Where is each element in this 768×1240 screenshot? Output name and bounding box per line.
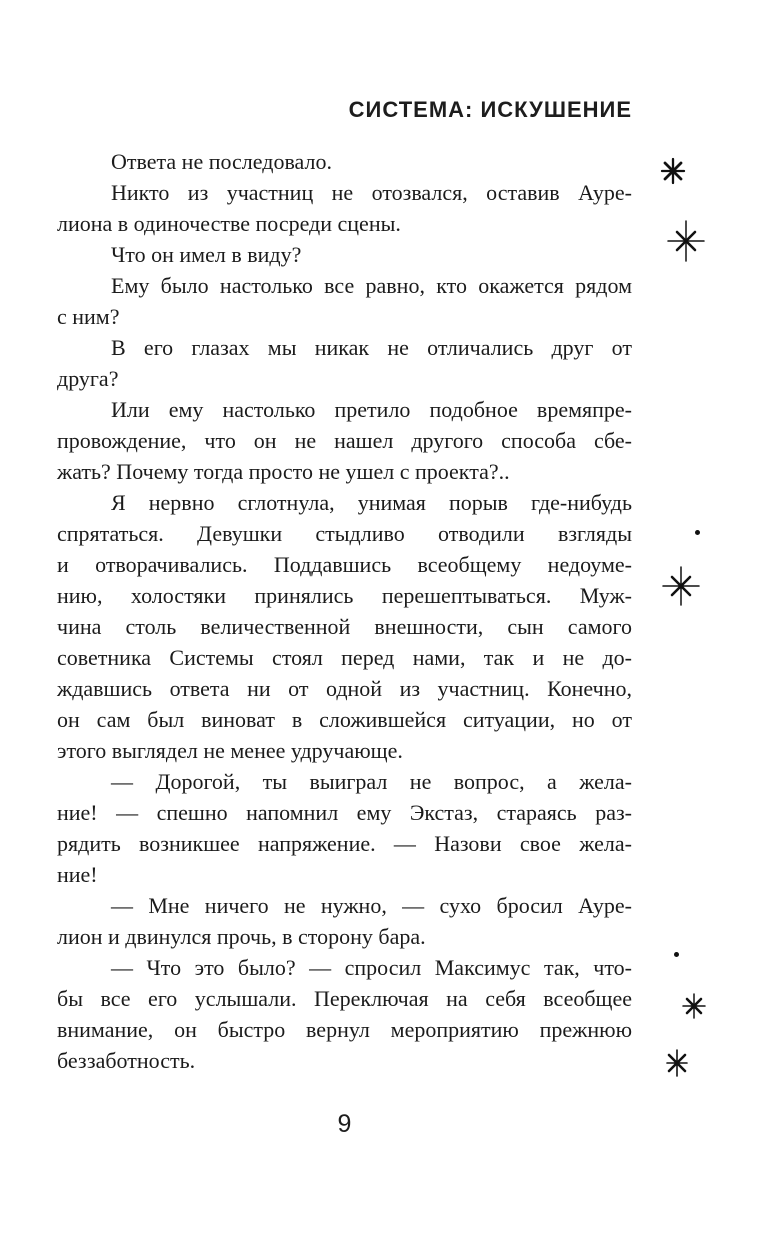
text-line: внимание, он быстро вернул мероприятию прежнюю — [57, 1017, 632, 1042]
text-line: лион и двинулся прочь, в сторону бара. — [57, 924, 426, 949]
sparkle-star-icon — [661, 1047, 693, 1079]
running-head: СИСТЕМА: ИСКУШЕНИЕ — [348, 97, 632, 122]
text-line: — Дорогой, ты выиграл не вопрос, а жела- — [111, 769, 632, 794]
paragraph — [57, 270, 632, 332]
text-line: Ему было настолько все равно, кто окажется рядом — [111, 273, 632, 298]
text-line: с ним? — [57, 304, 120, 329]
text-line: Что он имел в виду? — [111, 242, 302, 267]
sparkle-star-icon — [659, 564, 703, 608]
ink-dot-icon — [695, 530, 700, 535]
paragraph — [57, 766, 632, 890]
paragraph — [57, 332, 632, 394]
paragraph — [57, 239, 632, 270]
text-line: провождение, что он не нашел другого способа сбе- — [57, 428, 632, 453]
sparkle-star-icon — [658, 156, 688, 186]
text-line: ждавшись ответа ни от одной из участниц. Конечно, — [57, 676, 632, 701]
paragraph — [57, 890, 632, 952]
text-line: — Мне ничего не нужно, — сухо бросил Ауре- — [111, 893, 632, 918]
text-line: этого выглядел не менее удручающе. — [57, 738, 403, 763]
text-line: Я нервно сглотнула, унимая порыв где-нибудь — [111, 490, 632, 515]
text-line: беззаботность. — [57, 1048, 196, 1073]
text-line: жать? Почему тогда просто не ушел с проекта?.. — [57, 459, 510, 484]
text-line: ние! — спешно напомнил ему Экстаз, стараясь раз- — [57, 800, 632, 825]
text-line: бы все его услышали. Переключая на себя всеобщее — [57, 986, 632, 1011]
sparkle-star-icon — [663, 218, 709, 264]
paragraph — [57, 146, 632, 177]
ink-dot-icon — [674, 952, 679, 957]
text-line: он сам был виноват в сложившейся ситуации, но от — [57, 707, 632, 732]
paragraph — [57, 487, 632, 766]
text-line: лиона в одиночестве посреди сцены. — [57, 211, 401, 236]
page-number: 9 — [337, 1110, 352, 1138]
text-line: нию, холостяки принялись перешептываться. Муж- — [57, 583, 632, 608]
text-line: — Что это было? — спросил Максимус так, что- — [111, 955, 632, 980]
text-line: Никто из участниц не отозвался, оставив Ауре- — [111, 180, 632, 205]
text-line: В его глазах мы никак не отличались друг от — [111, 335, 632, 360]
text-line: рядить возникшее напряжение. — Назови свое жела- — [57, 831, 632, 856]
text-line: чина столь величественной внешности, сын самого — [57, 614, 632, 639]
text-line: советника Системы стоял перед нами, так и не до- — [57, 645, 632, 670]
text-line: друга? — [57, 366, 119, 391]
text-line: Или ему настолько претило подобное времяпре- — [111, 397, 632, 422]
paragraph — [57, 177, 632, 239]
text-line: спрятаться. Девушки стыдливо отводили взгляды — [57, 521, 632, 546]
text-line: и отворачивались. Поддавшись всеобщему недоуме- — [57, 552, 632, 577]
text-block — [57, 146, 632, 1076]
text-line: Ответа не последовало. — [111, 149, 332, 174]
sparkle-star-icon — [679, 991, 709, 1021]
paragraph — [57, 394, 632, 487]
paragraph — [57, 952, 632, 1076]
text-line: ние! — [57, 862, 98, 887]
